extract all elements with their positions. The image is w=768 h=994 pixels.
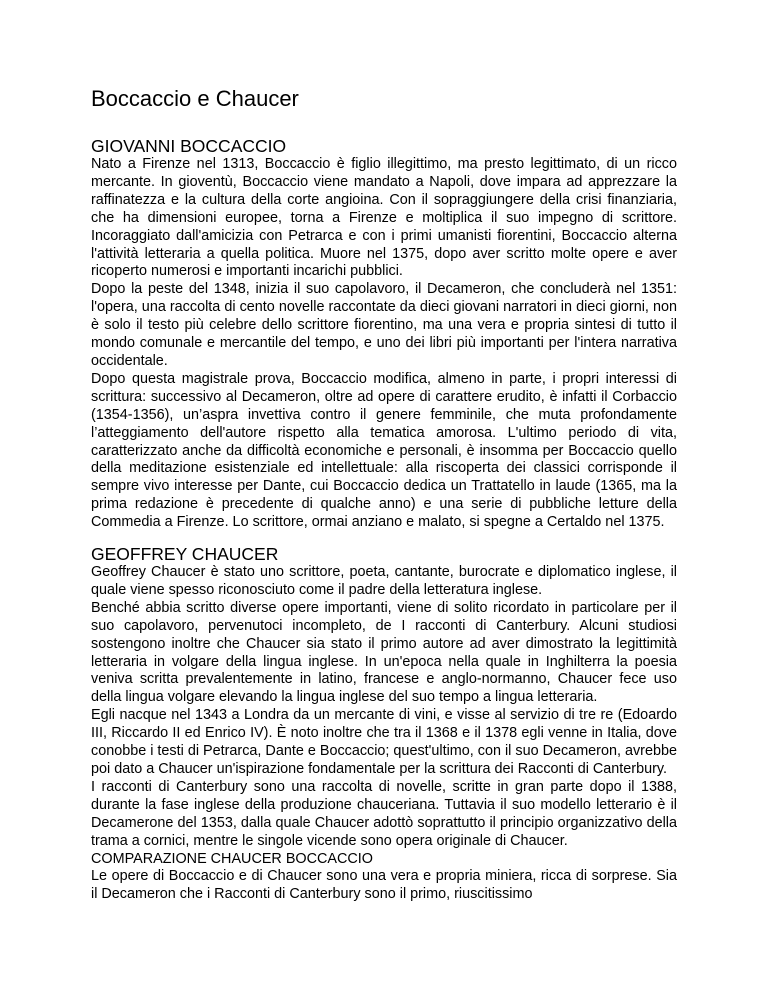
section-heading-chaucer: GEOFFREY CHAUCER [91, 544, 279, 565]
section-chaucer [91, 544, 677, 851]
paragraph: Le opere di Boccaccio e di Chaucer sono una vera e propria miniera, ricca di sorprese. Sia il Decameron che i Racconti di Canterbury sono il primo, riuscitissimo [91, 868, 677, 903]
subheading-comparison: COMPARAZIONE CHAUCER BOCCACCIO [91, 850, 373, 867]
paragraph: Dopo la peste del 1348, inizia il suo capolavoro, il Decameron, che concluderà nel 1351: l'opera, una raccolta di cento novelle raccontate da dieci giovani narratori in dieci giorni, non è solo il testo più celebre dello scrittore fiorentino, ma una vera e propria sintesi di tutto il mondo comunale e mercantile del tempo, e uno dei libri più importanti per l'intera narrativa occidentale. [91, 281, 677, 369]
paragraph: Benché abbia scritto diverse opere importanti, viene di solito ricordato in particolare per il suo capolavoro, pervenutoci incompleto, de I racconti di Canterbury. Alcuni studiosi sostengono inoltre che Chaucer sia stato il primo autore ad aver dimostrato la legittimità letteraria in volgare della lingua inglese. In un'epoca nella quale in Inghilterra la poesia veniva scritta prevalentemente in latino, francese e anglo-normanno, Chaucer fece uso della lingua volgare elevando la lingua inglese del suo tempo a lingua letteraria. [91, 599, 677, 706]
document-page [91, 86, 677, 904]
section-spacer [91, 532, 677, 544]
section-comparison [91, 851, 677, 905]
document-title: Boccaccio e Chaucer [91, 86, 299, 111]
paragraph: Egli nacque nel 1343 a Londra da un mercante di vini, e visse al servizio di tre re (Edoardo III, Riccardo II ed Enrico IV). È noto inoltre che tra il 1368 e il 1378 egli venne in Italia, dove conobbe i testi di Petrarca, Dante e Boccaccio; quest'ultimo, con il suo Decameron, avrebbe poi dato a Chaucer un'ispirazione fondamentale per la scrittura dei Racconti di Canterbury. [91, 707, 677, 777]
section-heading-boccaccio: GIOVANNI BOCCACCIO [91, 136, 287, 156]
section-boccaccio [91, 136, 677, 532]
paragraph: Nato a Firenze nel 1313, Boccaccio è figlio illegittimo, ma presto legittimato, di un ricco mercante. In gioventù, Boccaccio viene mandato a Napoli, dove impara ad apprezzare la raffinatezza e la cultura della corte angioina. Con il sopraggiungere della crisi finanziaria, che ha dimensioni europee, torna a Firenze e moltiplica il suo impegno di scrittore. Incoraggiato dall'amicizia con Petrarca e con i primi umanisti fiorentini, Boccaccio alterna l'attività letteraria a quella politica. Muore nel 1375, dopo aver scritto molte opere e aver ricoperto numerosi e importanti incarichi pubblici. [91, 156, 677, 280]
paragraph: Geoffrey Chaucer è stato uno scrittore, poeta, cantante, burocrate e diplomatico inglese, il quale viene spesso riconosciuto come il padre della letteratura inglese. [91, 564, 677, 598]
paragraph: I racconti di Canterbury sono una raccolta di novelle, scritte in gran parte dopo il 1388, durante la fase inglese della produzione chauceriana. Tuttavia il suo modello letterario è il Decamerone del 1353, dalla quale Chaucer adottò soprattutto il principio organizzativo della trama a cornici, mentre le singole vicende sono opera originale di Chaucer. [91, 778, 677, 849]
paragraph: Dopo questa magistrale prova, Boccaccio modifica, almeno in parte, i propri interessi di scrittura: successivo al Decameron, oltre ad opere di carattere erudito, è infatti il Corbaccio (1354-1356), un’aspra invettiva contro il genere femminile, che muta profondamente l’atteggiamento dell'autore rispetto alla tematica amorosa. L'ultimo periodo di vita, caratterizzato anche da difficoltà economiche e personali, è insomma per Boccaccio quello della meditazione esistenziale ed intellettuale: alla riscoperta dei classici corrisponde il sempre vivo interesse per Dante, cui Boccaccio dedica un Trattatello in laude (1365, ma la prima redazione è precedente di qualche anno) e una serie di pubbliche letture della Commedia a Firenze. Lo scrittore, ormai anziano e malato, si spegne a Certaldo nel 1375. [91, 370, 677, 531]
